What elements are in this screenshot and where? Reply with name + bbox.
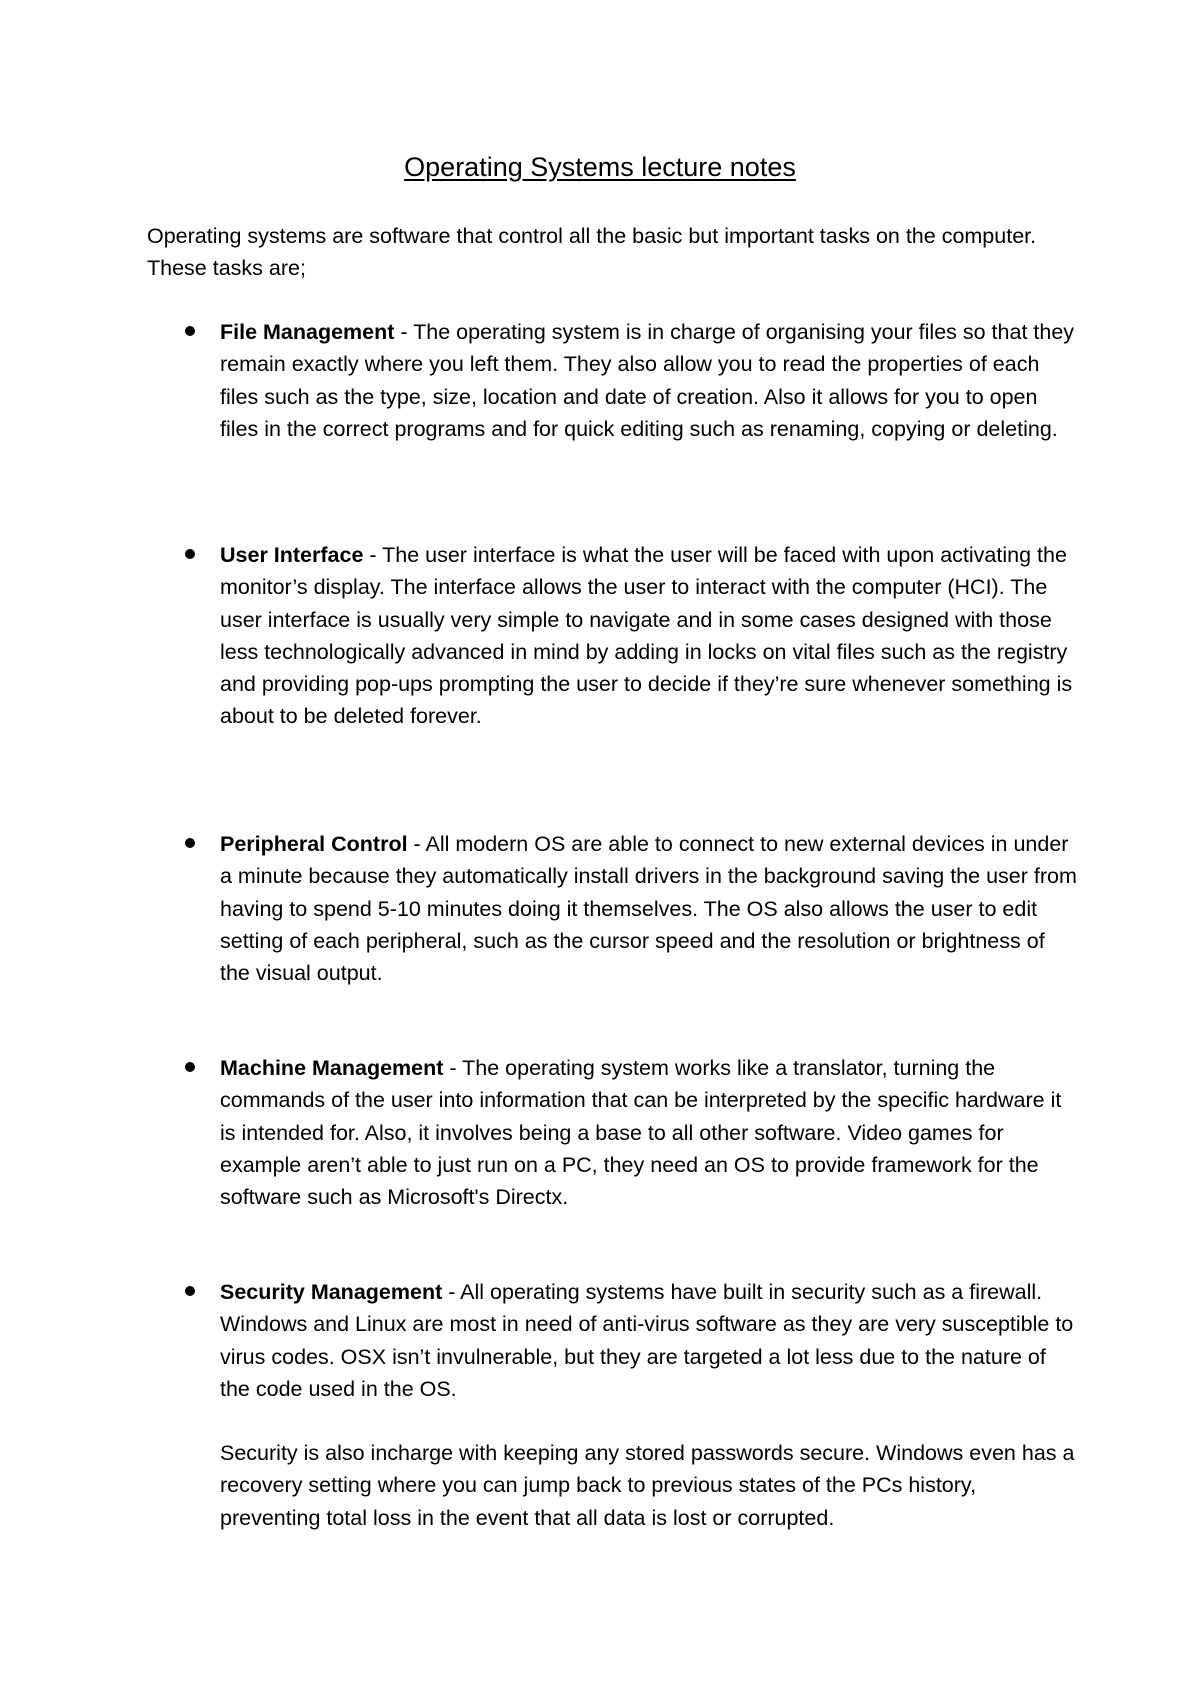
bullet-icon	[185, 326, 195, 336]
description-file-management: The operating system is in charge of organising your files so that they remain exactly where you left them. They also allow you to read the properties of each files such as the type, size, location and date of creation. Also it allows for you to open files in the correct programs and for quick editing such as renaming, copying or deleting.	[220, 320, 1075, 441]
bullet-icon	[185, 838, 195, 848]
list-item-security-management	[220, 1276, 1080, 1534]
term-security-management: Security Management	[220, 1280, 443, 1304]
list-item-machine-management	[220, 1052, 1080, 1213]
list-item-file-management	[220, 316, 1080, 445]
list-item-peripheral-control	[220, 828, 1080, 989]
page-title: Operating Systems lecture notes	[404, 152, 796, 182]
description-security-management: All operating systems have built in security such as a firewall. Windows and Linux are most in need of anti-virus software as they are very susceptible to virus codes. OSX isn’t invulnerable, but they are targeted a lot less due to the nature of the code used in the OS.	[220, 1280, 1074, 1401]
term-separator: -	[442, 1280, 461, 1304]
term-separator: -	[443, 1056, 463, 1080]
bullet-icon	[185, 1286, 195, 1296]
intro-paragraph: Operating systems are software that control all the basic but important tasks on the computer. These tasks are;	[147, 224, 1037, 280]
term-user-interface: User Interface	[220, 543, 364, 567]
term-machine-management: Machine Management	[220, 1056, 444, 1080]
term-separator: -	[363, 543, 383, 567]
list-item-user-interface	[220, 539, 1080, 733]
term-separator: -	[407, 832, 426, 856]
term-peripheral-control: Peripheral Control	[220, 832, 408, 856]
description-machine-management: The operating system works like a translator, turning the commands of the user into information that can be interpreted by the specific hardware it is intended for. Also, it involves being a base to all other software. Video games for example aren’t able to just run on a PC, they need an OS to provide framework for the software such as Microsoft's Directx.	[220, 1056, 1062, 1210]
security-extra-paragraph: Security is also incharge with keeping any stored passwords secure. Windows even has a recovery setting where you can jump back to previous states of the PCs history, preventing total loss in the event that all data is lost or corrupted.	[220, 1441, 1075, 1530]
bullet-icon	[185, 1062, 195, 1072]
description-peripheral-control: All modern OS are able to connect to new external devices in under a minute because they automatically install drivers in the background saving the user from having to spend 5-10 minutes doing it themselves. The OS also allows the user to edit setting of each peripheral, such as the cursor speed and the resolution or brightness of the visual output.	[220, 832, 1077, 986]
term-separator: -	[394, 320, 414, 344]
bullet-icon	[185, 549, 195, 559]
description-user-interface: The user interface is what the user will be faced with upon activating the monitor’s display. The interface allows the user to interact with the computer (HCI). The user interface is usually very simple to navigate and in some cases designed with those less technologically advanced in mind by adding in locks on vital files such as the registry and providing pop-ups prompting the user to decide if they’re sure whenever something is about to be deleted forever.	[220, 543, 1073, 729]
term-file-management: File Management	[220, 320, 395, 344]
